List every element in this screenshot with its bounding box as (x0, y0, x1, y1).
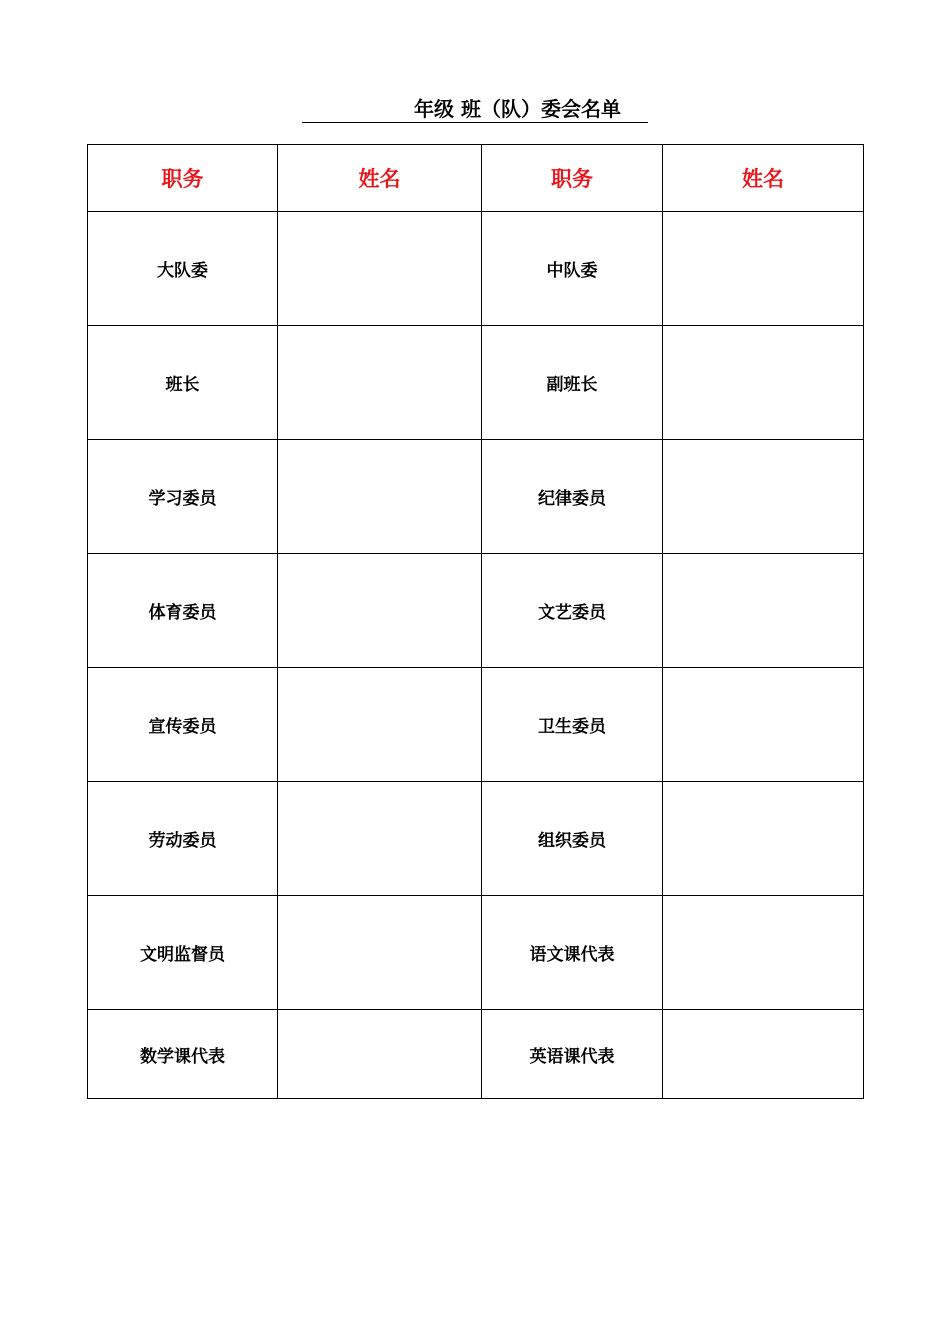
committee-roster-table (87, 144, 864, 1099)
role-cell: 劳动委员 (88, 782, 278, 896)
table-row (88, 896, 864, 1010)
name-cell[interactable] (663, 212, 864, 326)
role-cell: 数学课代表 (88, 1010, 278, 1099)
column-header-name: 姓名 (663, 145, 864, 212)
name-cell[interactable] (278, 212, 482, 326)
name-cell[interactable] (663, 896, 864, 1010)
table-row (88, 668, 864, 782)
name-cell[interactable] (278, 782, 482, 896)
table-row (88, 440, 864, 554)
table-header-row (88, 145, 864, 212)
name-cell[interactable] (663, 326, 864, 440)
role-cell: 英语课代表 (482, 1010, 663, 1099)
role-cell: 文明监督员 (88, 896, 278, 1010)
name-cell[interactable] (278, 440, 482, 554)
table-row (88, 782, 864, 896)
role-cell: 中队委 (482, 212, 663, 326)
page-title-text: 年级 班（队）委会名单 (414, 97, 621, 121)
name-cell[interactable] (663, 440, 864, 554)
column-header-name: 姓名 (278, 145, 482, 212)
name-cell[interactable] (663, 1010, 864, 1099)
role-cell: 文艺委员 (482, 554, 663, 668)
role-cell: 班长 (88, 326, 278, 440)
role-cell: 学习委员 (88, 440, 278, 554)
table-row (88, 554, 864, 668)
page-title (302, 96, 648, 123)
name-cell[interactable] (278, 668, 482, 782)
role-cell: 语文课代表 (482, 896, 663, 1010)
role-cell: 体育委员 (88, 554, 278, 668)
column-header-role: 职务 (88, 145, 278, 212)
role-cell: 副班长 (482, 326, 663, 440)
name-cell[interactable] (278, 326, 482, 440)
name-cell[interactable] (278, 896, 482, 1010)
role-cell: 纪律委员 (482, 440, 663, 554)
name-cell[interactable] (663, 554, 864, 668)
role-cell: 大队委 (88, 212, 278, 326)
role-cell: 宣传委员 (88, 668, 278, 782)
name-cell[interactable] (278, 1010, 482, 1099)
name-cell[interactable] (663, 782, 864, 896)
role-cell: 组织委员 (482, 782, 663, 896)
table-row (88, 212, 864, 326)
name-cell[interactable] (663, 668, 864, 782)
role-cell: 卫生委员 (482, 668, 663, 782)
column-header-role: 职务 (482, 145, 663, 212)
name-cell[interactable] (278, 554, 482, 668)
table-row (88, 326, 864, 440)
table-row (88, 1010, 864, 1099)
